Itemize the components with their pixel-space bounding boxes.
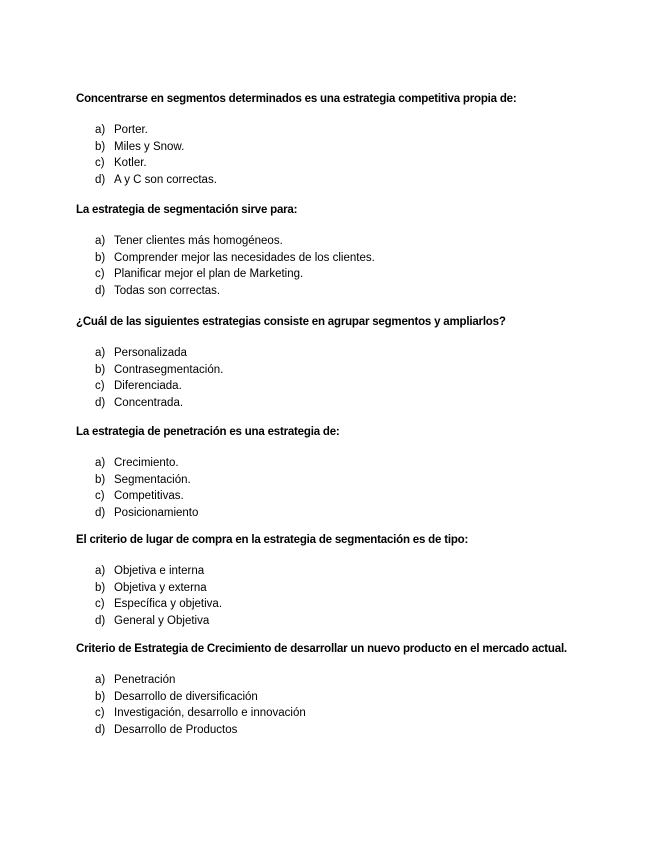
options-list	[76, 455, 571, 521]
options-list	[76, 233, 571, 299]
options-list	[76, 563, 571, 629]
option-letter: d)	[95, 284, 106, 297]
option-letter: a)	[95, 565, 106, 577]
option-text: Planificar mejor el plan de Marketing.	[114, 268, 304, 280]
question-4	[76, 424, 571, 521]
list-item	[76, 672, 571, 689]
option-letter: b)	[95, 251, 106, 264]
question-text: Criterio de Estrategia de Crecimiento de desarrollar un nuevo producto en el mercado actual.	[76, 643, 567, 655]
list-item	[76, 472, 571, 489]
option-text: Objetiva e interna	[114, 565, 205, 577]
options-list	[76, 122, 571, 188]
option-text: A y C son correctas.	[114, 173, 217, 186]
option-letter: c)	[95, 380, 105, 392]
option-letter: b)	[95, 690, 106, 703]
option-letter: a)	[95, 674, 106, 686]
option-text: Específica y objetiva.	[114, 598, 223, 610]
question-2	[76, 202, 571, 299]
option-text: Porter.	[114, 124, 148, 136]
option-text: Todas son correctas.	[114, 284, 221, 297]
option-letter: c)	[95, 157, 105, 169]
question-5	[76, 532, 571, 629]
list-item	[76, 250, 571, 267]
option-text: General y Objetiva	[114, 614, 210, 627]
option-letter: d)	[95, 396, 106, 409]
list-item	[76, 172, 571, 189]
list-item	[76, 505, 571, 522]
question-text: La estrategia de penetración es una estrategia de:	[76, 426, 340, 438]
option-letter: b)	[95, 140, 106, 153]
option-text: Comprender mejor las necesidades de los clientes.	[114, 251, 375, 264]
option-text: Tener clientes más homogéneos.	[114, 235, 283, 247]
option-text: Investigación, desarrollo e innovación	[114, 707, 306, 719]
list-item	[76, 283, 571, 300]
option-text: Contrasegmentación.	[114, 363, 224, 376]
list-item	[76, 613, 571, 630]
list-item	[76, 345, 571, 362]
option-letter: a)	[95, 235, 106, 247]
option-letter: c)	[95, 707, 105, 719]
option-letter: a)	[95, 124, 106, 136]
list-item	[76, 722, 571, 739]
option-letter: c)	[95, 490, 105, 502]
list-item	[76, 378, 571, 395]
list-item	[76, 580, 571, 597]
list-item	[76, 122, 571, 139]
question-text: ¿Cuál de las siguientes estrategias consiste en agrupar segmentos y ampliarlos?	[76, 316, 506, 328]
option-letter: d)	[95, 506, 106, 519]
option-text: Kotler.	[114, 157, 147, 169]
option-letter: d)	[95, 173, 106, 186]
question-text: El criterio de lugar de compra en la estrategia de segmentación es de tipo:	[76, 534, 469, 546]
option-letter: d)	[95, 614, 106, 627]
list-item	[76, 362, 571, 379]
option-text: Desarrollo de Productos	[114, 723, 238, 736]
question-1	[76, 91, 571, 188]
list-item	[76, 155, 571, 172]
list-item	[76, 455, 571, 472]
list-item	[76, 596, 571, 613]
option-letter: a)	[95, 347, 106, 359]
option-text: Personalizada	[114, 347, 187, 359]
question-6	[76, 641, 571, 738]
list-item	[76, 139, 571, 156]
option-letter: c)	[95, 598, 105, 610]
option-text: Competitivas.	[114, 490, 184, 502]
option-text: Posicionamiento	[114, 506, 199, 519]
list-item	[76, 395, 571, 412]
option-text: Objetiva y externa	[114, 581, 207, 594]
list-item	[76, 705, 571, 722]
list-item	[76, 266, 571, 283]
option-text: Diferenciada.	[114, 380, 182, 392]
options-list	[76, 345, 571, 411]
question-text: La estrategia de segmentación sirve para:	[76, 204, 298, 216]
option-text: Penetración	[114, 674, 176, 686]
option-text: Miles y Snow.	[114, 140, 185, 153]
list-item	[76, 689, 571, 706]
option-letter: d)	[95, 723, 106, 736]
options-list	[76, 672, 571, 738]
list-item	[76, 488, 571, 505]
option-text: Desarrollo de diversificación	[114, 690, 258, 703]
list-item	[76, 233, 571, 250]
option-text: Concentrada.	[114, 396, 184, 409]
option-letter: b)	[95, 363, 106, 376]
option-letter: b)	[95, 473, 106, 486]
list-item	[76, 563, 571, 580]
question-text: Concentrarse en segmentos determinados es una estrategia competitiva propia de:	[76, 93, 517, 105]
option-letter: b)	[95, 581, 106, 594]
option-text: Crecimiento.	[114, 457, 179, 469]
question-3	[76, 314, 571, 411]
option-text: Segmentación.	[114, 473, 191, 486]
option-letter: c)	[95, 268, 105, 280]
option-letter: a)	[95, 457, 106, 469]
